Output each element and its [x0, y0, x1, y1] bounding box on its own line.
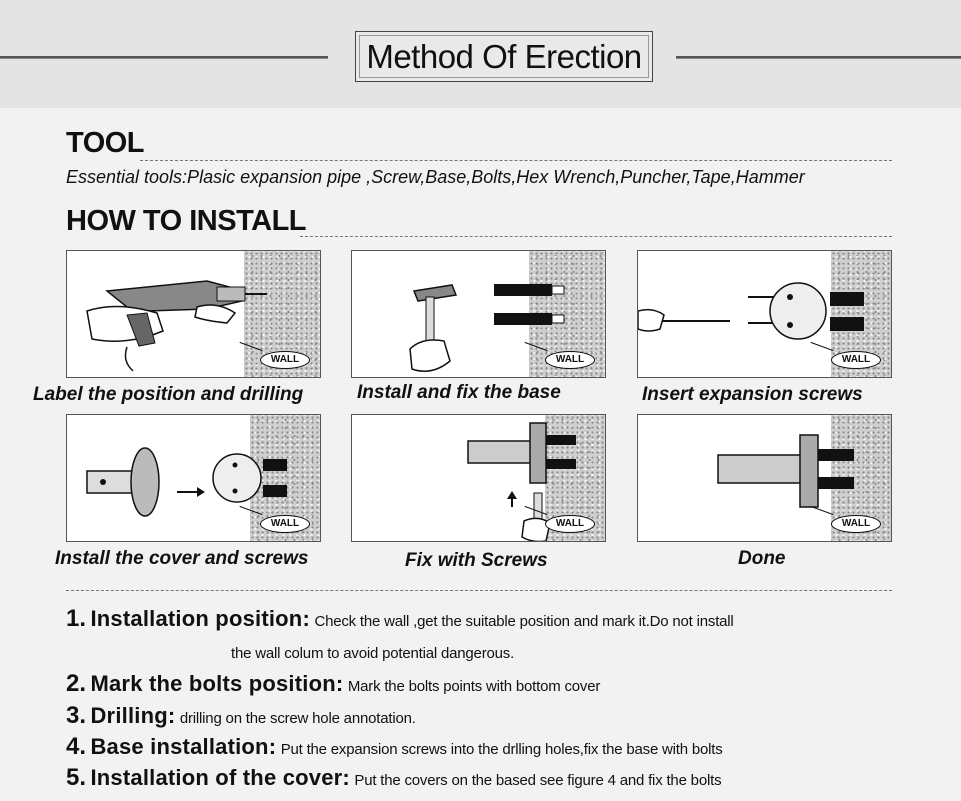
instruction-2 — [66, 670, 600, 698]
instruction-3 — [66, 702, 416, 730]
wall-tag: WALL — [260, 351, 310, 369]
instruction-1 — [66, 605, 734, 633]
step-caption-5: Fix with Screws — [405, 550, 548, 571]
step-caption-2: Install and fix the base — [357, 382, 561, 403]
install-divider — [300, 236, 892, 237]
wall-tag: WALL — [831, 515, 881, 533]
instruction-number: 5. — [66, 764, 87, 791]
instruction-title: Base installation: — [90, 734, 277, 759]
step-caption-4: Install the cover and screws — [55, 548, 309, 569]
step-caption-1: Label the position and drilling — [33, 384, 304, 405]
instruction-number: 4. — [66, 733, 87, 760]
instruction-title: Installation of the cover: — [90, 765, 350, 790]
step-panel-base — [351, 250, 606, 378]
step-panel-fix — [351, 414, 606, 542]
instruction-4 — [66, 733, 723, 761]
page-title: Method Of Erection — [366, 37, 642, 75]
instruction-5 — [66, 764, 721, 792]
instruction-number: 2. — [66, 670, 87, 697]
instruction-desc: Put the covers on the based see figure 4 and fix the bolts — [354, 772, 722, 789]
step-panel-done — [637, 414, 892, 542]
tool-divider — [140, 160, 892, 161]
instruction-desc: Check the wall ,get the suitable position and mark it.Do not install — [314, 613, 734, 630]
instruction-desc: drilling on the screw hole annotation. — [179, 710, 416, 727]
step-caption-3: Insert expansion screws — [642, 384, 863, 405]
page-title-box — [355, 31, 653, 82]
instruction-title: Drilling: — [90, 703, 176, 728]
header-rule-right — [676, 56, 961, 59]
step-panel-drilling — [66, 250, 321, 378]
header-rule-left — [0, 56, 328, 59]
wall-tag: WALL — [831, 351, 881, 369]
install-heading: HOW TO INSTALL — [66, 205, 307, 237]
wall-tag: WALL — [260, 515, 310, 533]
wall-tag: WALL — [545, 351, 595, 369]
essential-tools-text: Essential tools:Plasic expansion pipe ,Screw,Base,Bolts,Hex Wrench,Puncher,Tape,Hammer — [66, 167, 805, 187]
wall-tag: WALL — [545, 515, 595, 533]
instruction-number: 1. — [66, 605, 87, 632]
step-panel-cover — [66, 414, 321, 542]
instruction-desc: Put the expansion screws into the drlling holes,fix the base with bolts — [280, 741, 723, 758]
instructions-divider — [66, 590, 892, 591]
instruction-title: Mark the bolts position: — [90, 671, 344, 696]
tool-heading: TOOL — [66, 127, 145, 159]
instruction-title: Installation position: — [90, 606, 310, 631]
step-panel-screws — [637, 250, 892, 378]
instruction-1-continued: the wall colum to avoid potential dangerous. — [231, 645, 515, 662]
instruction-number: 3. — [66, 702, 87, 729]
instruction-desc: Mark the bolts points with bottom cover — [347, 678, 601, 695]
step-caption-6: Done — [738, 548, 786, 569]
